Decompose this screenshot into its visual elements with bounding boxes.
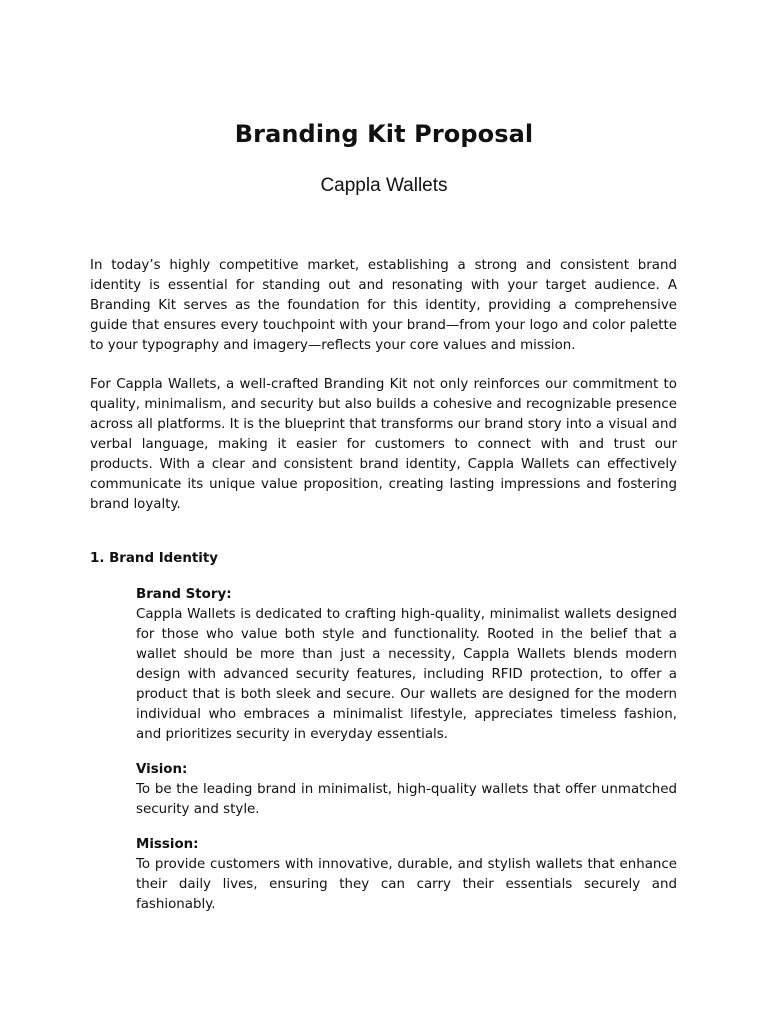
document-subtitle: Cappla Wallets [320,175,448,196]
brand-story-text: Cappla Wallets is dedicated to crafting high-quality, minimalist wallets designed for those who value both style and functionality. Rooted in the belief that a wallet should be more than just a necessity, Cappla Wallets blends modern design with advanced security features, including RFID protection, to offer a product that is both sleek and secure. Our wallets are designed for the modern individual who embraces a minimalist lifestyle, appreciates timeless fashion, and prioritizes security in everyday essentials. [136,607,677,742]
intro-paragraph: For Cappla Wallets, a well-crafted Branding Kit not only reinforces our commitment to quality, minimalism, and security but also builds a cohesive and recognizable presence across all platforms. It is the blueprint that transforms our brand story into a visual and verbal language, making it easier for customers to connect with and trust our products. With a clear and consistent brand identity, Cappla Wallets can effectively communicate its unique value proposition, creating lasting impressions and fostering brand loyalty. [90,377,677,512]
mission-text: To provide customers with innovative, durable, and stylish wallets that enhance their daily lives, ensuring they can carry their essentials securely and fashionably. [136,857,677,912]
mission-heading: Mission: [136,837,199,852]
document-title: Branding Kit Proposal [234,120,534,148]
section-heading-brand-identity: 1. Brand Identity [90,551,218,566]
brand-story-heading: Brand Story: [136,587,232,602]
vision-text: To be the leading brand in minimalist, high-quality wallets that offer unmatched security and style. [136,782,677,817]
intro-paragraph: In today’s highly competitive market, establishing a strong and consistent brand identity is essential for standing out and resonating with your target audience. A Branding Kit serves as the foundation for this identity, providing a comprehensive guide that ensures every touchpoint with your brand—from your logo and color palette to your typography and imagery—reflects your core values and mission. [90,258,677,353]
vision-heading: Vision: [136,762,188,777]
